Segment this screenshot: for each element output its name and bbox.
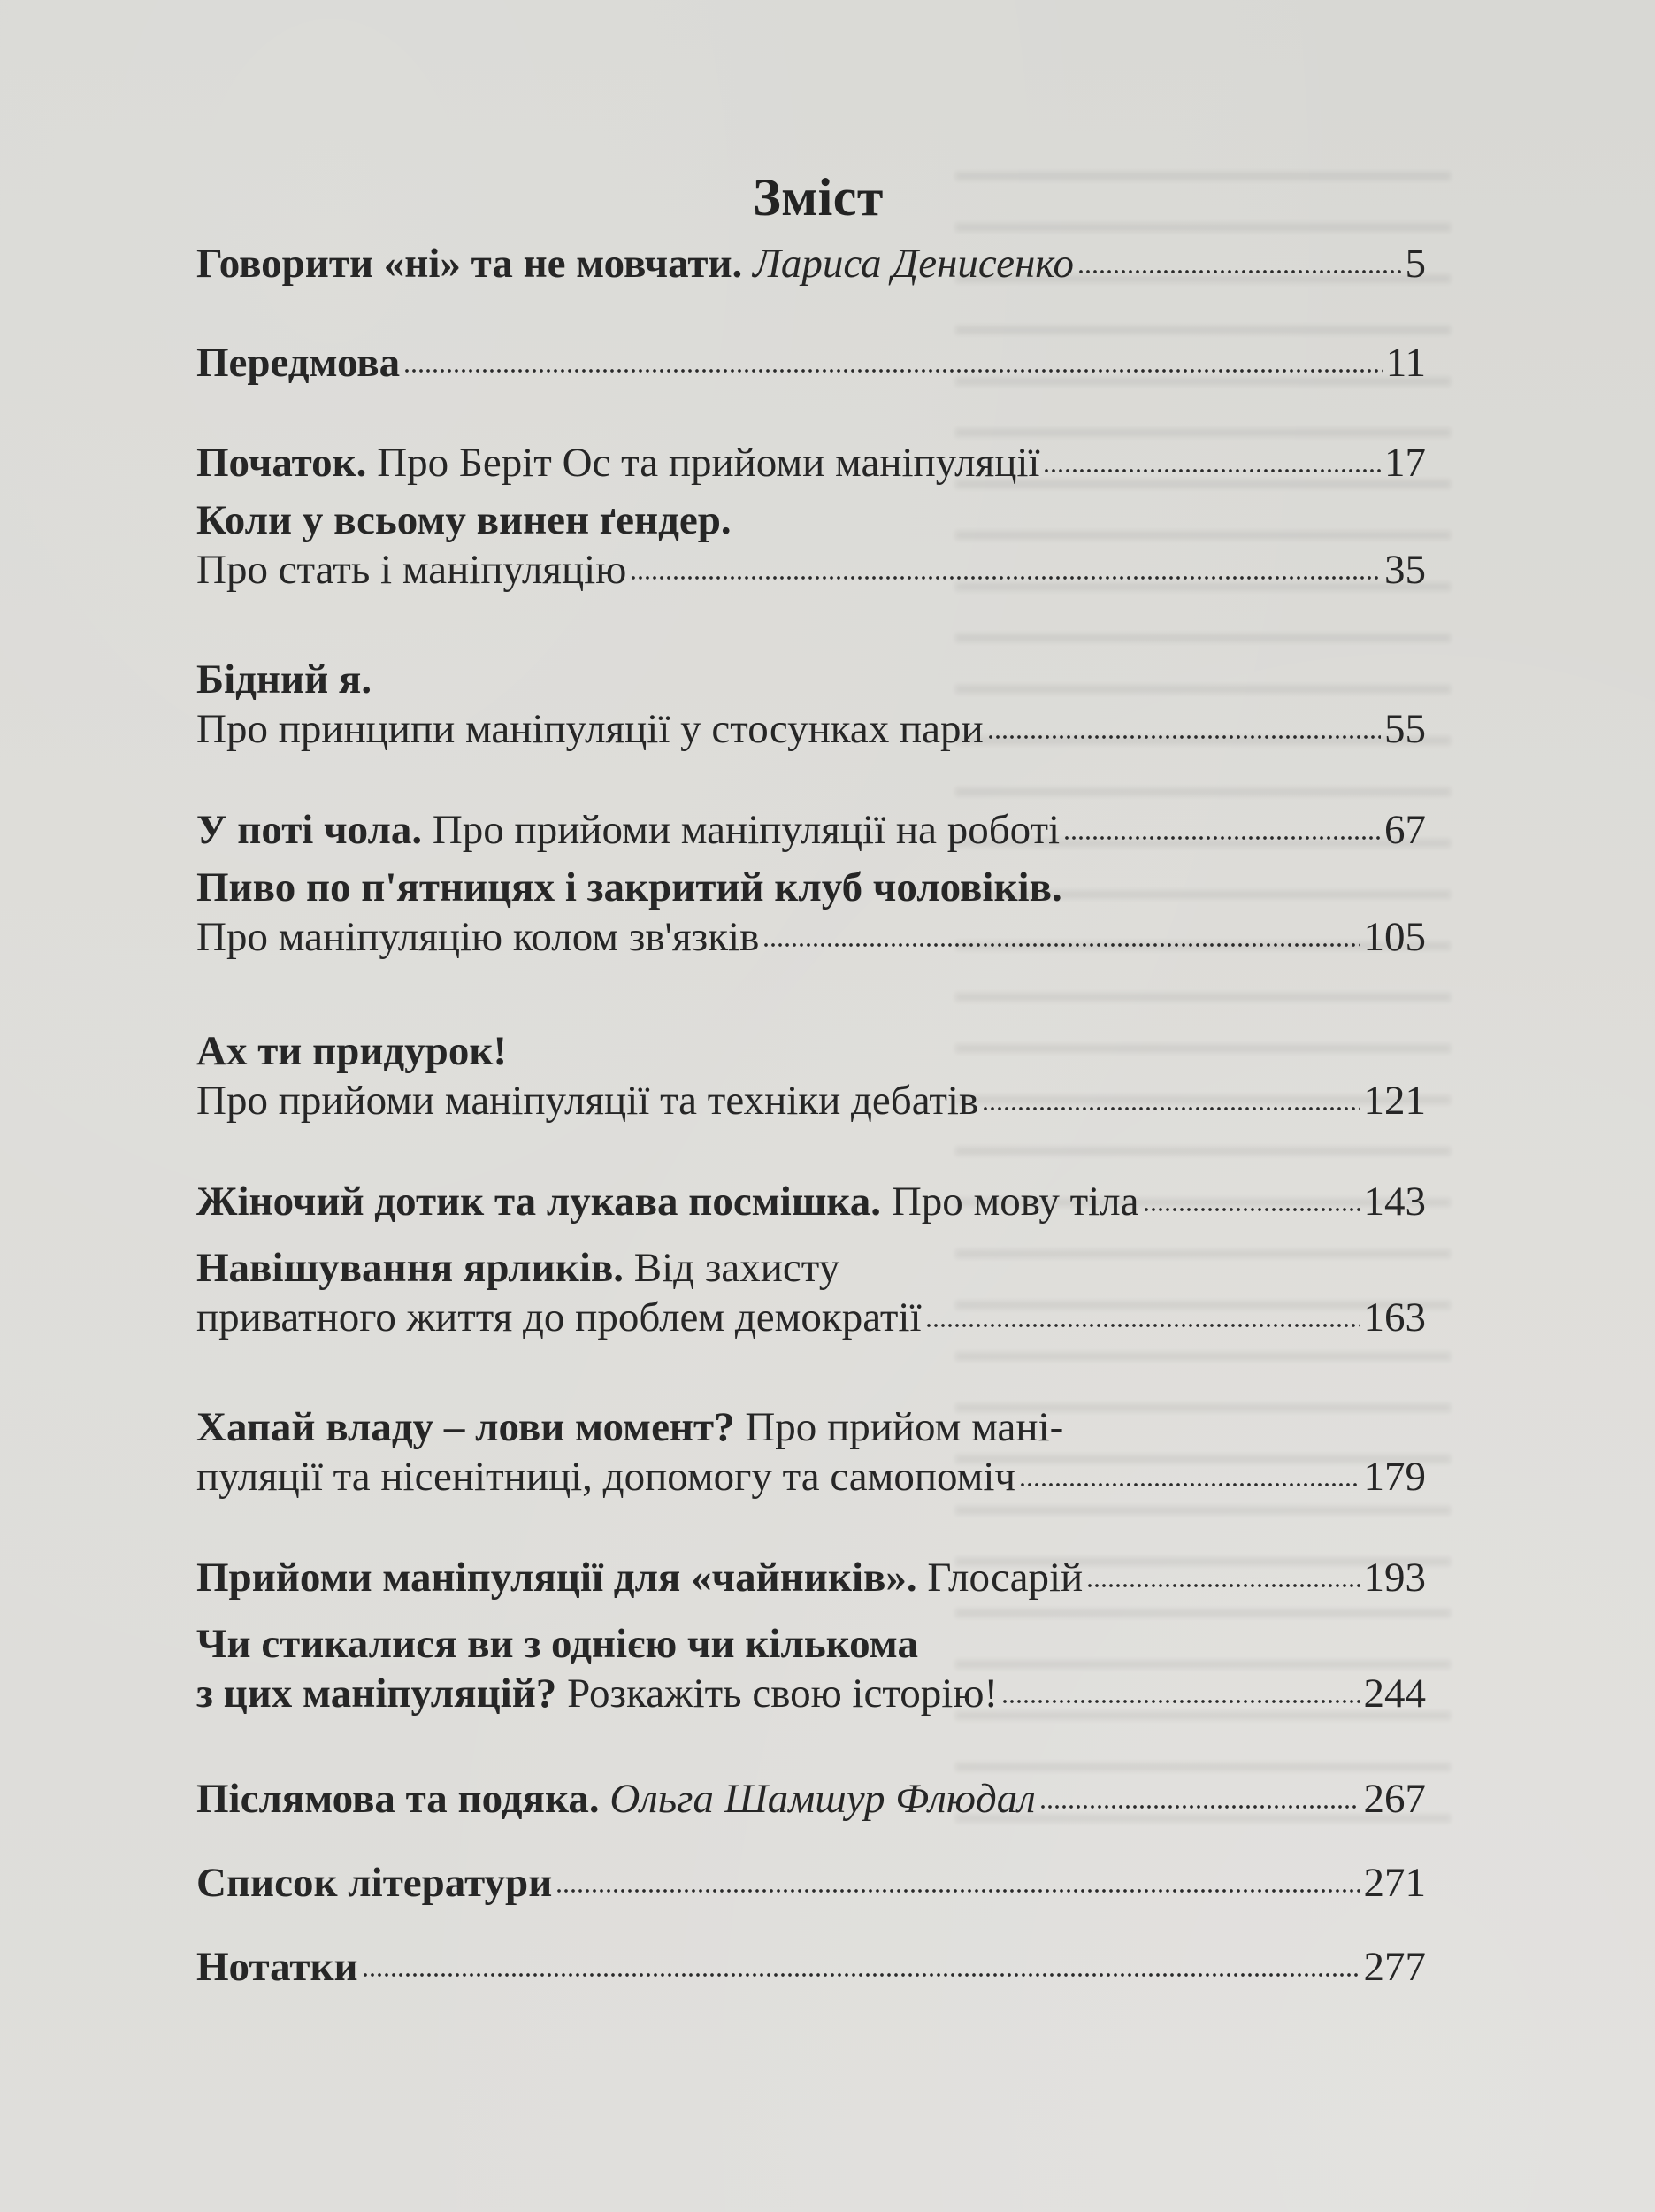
entry-author: Лариса Денисенко	[753, 241, 1074, 287]
toc-line	[196, 1774, 1426, 1824]
page-number: 244	[1363, 1671, 1426, 1717]
entry-title-bold: Коли у всьому винен ґендер.	[196, 497, 732, 543]
dot-leader	[1077, 268, 1402, 275]
dot-leader	[925, 1322, 1360, 1329]
toc-entry	[196, 1774, 1426, 1824]
toc-entry	[196, 438, 1426, 488]
page-number: 163	[1363, 1294, 1426, 1340]
entry-title-bold: Передмова	[196, 340, 401, 386]
page-number: 67	[1384, 807, 1426, 853]
entry-subtitle: Про принципи маніпуляції у стосунках пари	[196, 706, 984, 752]
toc-entry	[196, 1858, 1426, 1908]
entry-subtitle: Глосарій	[927, 1555, 1084, 1601]
entry-subtitle: Про маніпуляцію колом зв'язків	[196, 914, 760, 960]
dot-leader	[1086, 1582, 1360, 1589]
dot-leader	[555, 1887, 1360, 1894]
entry-subtitle: Про прийоми маніпуляції та техніки дебатів	[196, 1078, 979, 1124]
page-number: 267	[1363, 1776, 1426, 1822]
entry-subtitle: Про Берiт Ос та прийоми маніпуляції	[377, 440, 1040, 486]
page-number: 105	[1363, 914, 1426, 960]
dot-leader	[362, 1971, 1360, 1978]
toc-line	[196, 1177, 1426, 1226]
toc-line	[196, 1402, 1426, 1452]
entry-title-bold: Навішування ярликів.	[196, 1245, 624, 1291]
toc-entry	[196, 338, 1426, 388]
entry-title-bold: Початок.	[196, 440, 367, 486]
toc-line	[196, 1026, 1426, 1076]
entry-title-bold: Чи стикалися ви з однією чи кількома	[196, 1621, 918, 1667]
entry-title-bold: У поті чола.	[196, 807, 423, 853]
entry-title-bold: Післямова та подяка.	[196, 1776, 600, 1822]
toc-line	[196, 545, 1426, 595]
toc-line	[196, 338, 1426, 388]
dot-leader	[1019, 1481, 1360, 1488]
entry-subtitle: Про прийом мані-	[745, 1404, 1064, 1450]
dot-leader	[762, 941, 1360, 949]
page-number: 55	[1384, 706, 1426, 752]
dot-leader	[1001, 1698, 1360, 1705]
entry-title-bold: Бідний я.	[196, 657, 372, 703]
entry-title-bold: Пиво по п'ятницях і закритий клуб чоловіків.	[196, 864, 1062, 910]
entry-title-bold: Жіночий дотик та лукава посмішка.	[196, 1179, 882, 1225]
toc-line	[196, 1076, 1426, 1125]
toc-line	[196, 1452, 1426, 1502]
dot-leader	[1039, 1803, 1360, 1810]
toc-line	[196, 1243, 1426, 1293]
page-number: 143	[1363, 1179, 1426, 1225]
toc-line	[196, 863, 1426, 912]
toc-entry	[196, 495, 1426, 595]
toc-line	[196, 912, 1426, 962]
toc-entry	[196, 239, 1426, 288]
toc-entry	[196, 1619, 1426, 1718]
toc-entry	[196, 655, 1426, 754]
toc-line	[196, 239, 1426, 288]
toc-line	[196, 1553, 1426, 1602]
dot-leader	[987, 733, 1381, 741]
toc-entry	[196, 805, 1426, 855]
toc-line	[196, 805, 1426, 855]
toc-line	[196, 1942, 1426, 1992]
toc-entry	[196, 1026, 1426, 1125]
page-number: 271	[1363, 1860, 1426, 1906]
entry-author: Ольга Шамшур Флюдал	[609, 1776, 1036, 1822]
page-number: 35	[1384, 547, 1426, 593]
toc-entry	[196, 1243, 1426, 1342]
toc-line	[196, 1858, 1426, 1908]
toc-line	[196, 655, 1426, 704]
entry-subtitle: Про прийоми маніпуляції на роботі	[432, 807, 1061, 853]
entry-title-bold: Список літератури	[196, 1860, 553, 1906]
dot-leader	[982, 1105, 1360, 1112]
toc-entry	[196, 1177, 1426, 1226]
toc-line	[196, 495, 1426, 545]
entry-subtitle: Від захисту	[633, 1245, 840, 1291]
toc-line	[196, 1669, 1426, 1718]
toc-line	[196, 1293, 1426, 1342]
entry-title-bold: Ах ти придурок!	[196, 1028, 508, 1074]
entry-subtitle: приватного життя до проблем демократії	[196, 1294, 922, 1340]
toc-entry	[196, 1402, 1426, 1502]
page-number: 277	[1363, 1944, 1426, 1990]
page-title: Зміст	[753, 168, 884, 227]
dot-leader	[403, 367, 1383, 374]
dot-leader	[630, 574, 1381, 581]
toc-line	[196, 1619, 1426, 1669]
page-number: 5	[1405, 241, 1426, 287]
entry-title-bold: з цих маніпуляцій?	[196, 1671, 557, 1717]
toc-entry	[196, 1553, 1426, 1602]
toc-line	[196, 704, 1426, 754]
page-number: 11	[1385, 340, 1426, 386]
dot-leader	[1063, 834, 1381, 841]
toc-entry	[196, 863, 1426, 962]
dot-leader	[1043, 467, 1381, 474]
entry-subtitle: Про стать і маніпуляцію	[196, 547, 627, 593]
page-number: 17	[1384, 440, 1426, 486]
entry-subtitle: Про мову тіла	[891, 1179, 1139, 1225]
page-number: 121	[1363, 1078, 1426, 1124]
entry-title-bold: Прийоми маніпуляції для «чайників».	[196, 1555, 917, 1601]
entry-title-bold: Нотатки	[196, 1944, 358, 1990]
toc-line	[196, 438, 1426, 488]
entry-title-bold: Хапай владу – лови момент?	[196, 1404, 735, 1450]
entry-title-bold: Говорити «ні» та не мовчати.	[196, 241, 743, 287]
page-number: 193	[1363, 1555, 1426, 1601]
entry-subtitle: Розкажіть свою історію!	[567, 1671, 999, 1717]
entry-subtitle: пуляції та нісенітниці, допомогу та самопоміч	[196, 1454, 1016, 1500]
dot-leader	[1143, 1206, 1360, 1213]
page-number: 179	[1363, 1454, 1426, 1500]
toc-entry	[196, 1942, 1426, 1992]
